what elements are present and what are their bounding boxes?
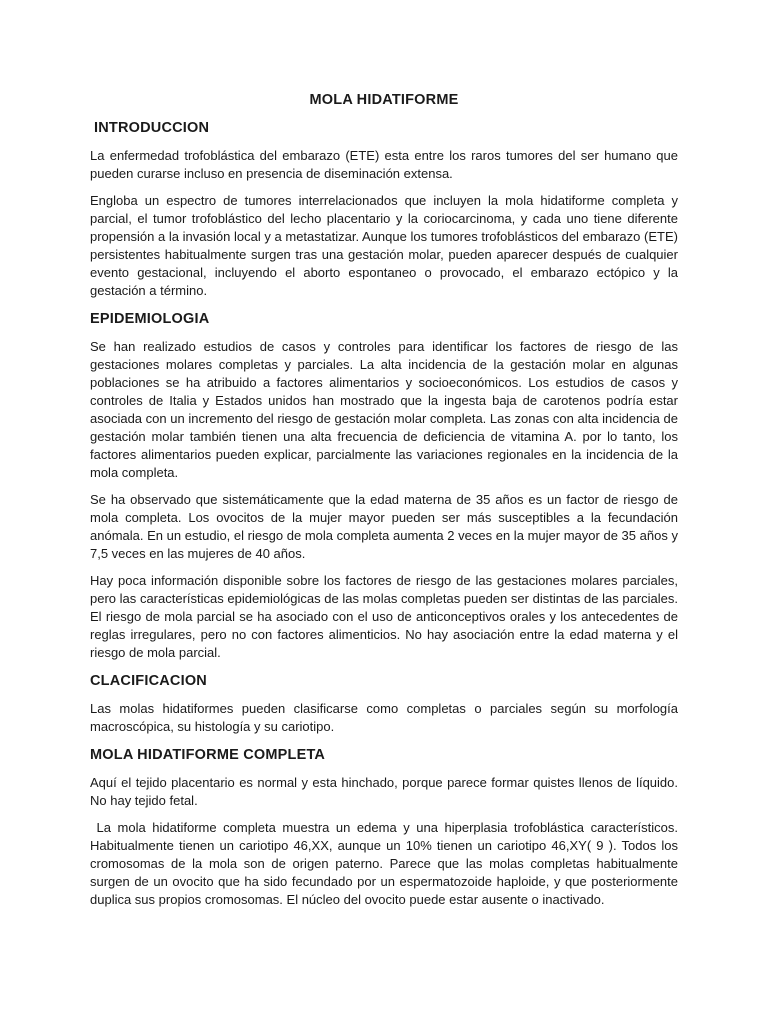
document-body [90, 92, 682, 918]
epidemiologia-paragraph-2: Se ha observado que sistemáticamente que la edad materna de 35 años es un factor de riesgo de mola completa. Los ovocitos de la mujer mayor pueden ser más susceptibles a la fecundación anómala. En un estudio, el riesgo de mola completa aumenta 2 veces en la mujer mayor de 35 años y 7,5 veces en las mujeres de 40 años. [90, 492, 678, 561]
heading-mola-completa: MOLA HIDATIFORME COMPLETA [90, 747, 326, 763]
mola-completa-paragraph-1: Aquí el tejido placentario es normal y esta hinchado, porque parece formar quistes llenos de líquido. No hay tejido fetal. [90, 775, 678, 808]
heading-clacificacion: CLACIFICACION [90, 673, 207, 689]
intro-paragraph-2: Engloba un espectro de tumores interrelacionados que incluyen la mola hidatiforme completa y parcial, el tumor trofoblástico del lecho placentario y la coriocarcinoma, y cada uno tiene diferente propensión a la invasión local y a metastatizar. Aunque los tumores trofoblásticos del embarazo (ETE) persistentes habitualmente surgen tras una gestación molar, pueden aparecer después de cualquier evento gestacional, incluyendo el aborto espontaneo o provocado, el embarazo ectópico y la gestación a término. [90, 193, 678, 298]
intro-paragraph-1: La enfermedad trofoblástica del embarazo (ETE) esta entre los raros tumores del ser humano que pueden curarse incluso en presencia de diseminación extensa. [90, 148, 678, 181]
epidemiologia-paragraph-3: Hay poca información disponible sobre los factores de riesgo de las gestaciones molares parciales, pero las características epidemiológicas de las molas completas pueden ser distintas de las parciales. El riesgo de mola parcial se ha asociado con el uso de anticonceptivos orales y los antecedentes de reglas irregulares, pero no con factores alimenticios. No hay asociación entre la edad materna y el riesgo de mola parcial. [90, 573, 678, 660]
clacificacion-paragraph-1: Las molas hidatiformes pueden clasificarse como completas o parciales según su morfología macroscópica, su histología y su cariotipo. [90, 701, 678, 734]
document-title: MOLA HIDATIFORME [309, 92, 459, 108]
heading-epidemiologia: EPIDEMIOLOGIA [90, 311, 210, 327]
epidemiologia-paragraph-1: Se han realizado estudios de casos y controles para identificar los factores de riesgo de las gestaciones molares completas y parciales. La alta incidencia de la gestación molar en algunas poblaciones se ha atribuido a factores alimentarios y socioeconómicos. Los estudios de casos y controles de Italia y Estados unidos han mostrado que la ingesta baja de carotenos podría estar asociada con un incremento del riesgo de gestación molar completa. Las zonas con alta incidencia de gestación molar también tienen una alta frecuencia de deficiencia de vitamina A. por lo tanto, los factores alimentarios pueden explicar, parcialmente las variaciones regionales en la incidencia de la mola completa. [90, 339, 678, 480]
heading-introduccion: INTRODUCCION [94, 120, 210, 136]
mola-completa-paragraph-2: La mola hidatiforme completa muestra un edema y una hiperplasia trofoblástica característicos. Habitualmente tienen un cariotipo 46,XX, aunque un 10% tienen un cariotipo 46,XY( 9 ). Todos los cromosomas de la mola son de origen paterno. Parece que las molas completas habitualmente surgen de un ovocito que ha sido fecundado por un espermatozoide haploide, y que posteriormente duplica sus propios cromosomas. El núcleo del ovocito puede estar ausente o inactivado. [90, 820, 682, 907]
